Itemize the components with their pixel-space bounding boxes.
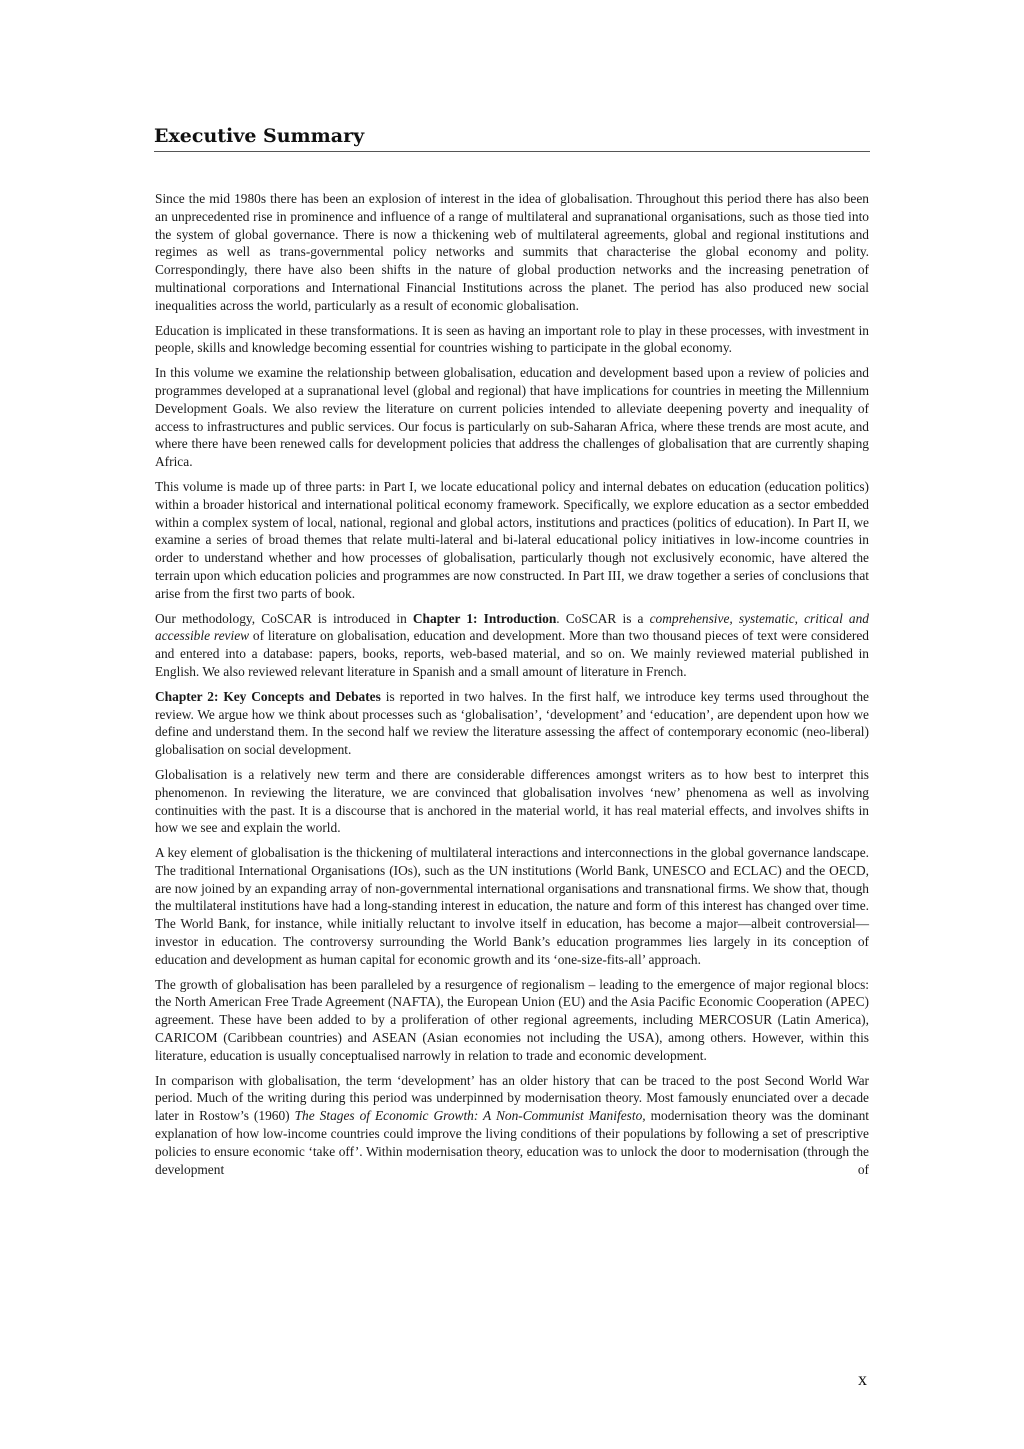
paragraph-development-history [155,1072,869,1179]
text-run: modernisation theory was the dominant explanation of how low-income countries could improve the living conditions of their populations by following a set of prescriptive policies to ensure economic ‘take off’. Within modernisation theory, education was to unlock the door to modernisation (through the development of [155,1108,870,1177]
paragraph-methodology [155,610,869,681]
text-run: of literature on globalisation, education and development. More than two thousand pieces of text were considered and entered into a database: papers, books, reports, web-based material, and so on. We mainly reviewed material published in English. We also reviewed relevant literature in Spanish and a small amount of literature in French. [155,628,869,679]
page-number: x [858,1369,867,1389]
paragraph-globalisation-interest: Since the mid 1980s there has been an explosion of interest in the idea of globalisation. Throughout this period there has also been an unprecedented rise in prominence and influence of a range of multilateral and supranational organisations, such as those tied into the system of global governance. There is now a thickening web of multilateral agreements, global and regional institutions and regimes as well as trans-governmental policy networks and summits that characterise the global economy and polity. Correspondingly, there have also been shifts in the nature of global production networks and the increasing penetration of multinational corporations and International Financial Institutions across the planet. The period has also produced new social inequalities across the world, particularly as a result of economic globalisation. [155,191,869,313]
paragraph-regionalism: The growth of globalisation has been paralleled by a resurgence of regionalism – leading to the emergence of major regional blocs: the North American Free Trade Agreement (NAFTA), the European Union (EU) and the Asia Pacific Economic Cooperation (APEC) agreement. These have been added to by a proliferation of other regional agreements, including MERCOSUR (Latin America), CARICOM (Caribbean countries) and ASEAN (Asian economies not including the USA), among others. However, within this literature, education is usually conceptualised narrowly in relation to trade and economic development. [155,976,869,1063]
page-title: Executive Summary [154,122,870,152]
body-text [155,190,869,1185]
paragraph-chapter-2 [155,688,869,759]
text-run: Our methodology, CoSCAR is introduced in [155,610,413,626]
text-run: is reported in two halves. In the first half, we introduce key terms used throughout the review. We argue how we think about processes such as ‘globalisation’, ‘development’ and ‘education’, are dependent upon how we define and understand them. In the second half we review the literature assessing the affect of contemporary economic (neo-liberal) globalisation on social development. [155,688,869,758]
paragraph-volume-scope: In this volume we examine the relationship between globalisation, education and development based upon a review of policies and programmes developed at a supranational level (global and regional) that have implications for countries in meeting the Millennium Development Goals. We also review the literature on current policies intended to alleviate deepening poverty and inequality of access to infrastructures and public services. Our focus is particularly on sub-Saharan Africa, where these trends are most acute, and where there have been renewed calls for development policies that address the challenges of globalisation that are currently shaping Africa. [155,365,869,470]
paragraph-education-implicated: Education is implicated in these transformations. It is seen as having an important role to play in these processes, with investment in people, skills and knowledge becoming essential for countries wishing to participate in the global economy. [155,322,869,356]
review-definition-emphasis: comprehensive, systematic, critical and accessible review [155,610,869,644]
paragraph-globalisation-term: Globalisation is a relatively new term and there are considerable differences amongst writers as to how best to interpret this phenomenon. In reviewing the literature, we are convinced that globalisation involves ‘new’ phenomena as well as involving continuities with the past. It is a discourse that is anchored in the material world, it has real material effects, and involves shifts in how we see and explain the world. [155,766,869,836]
book-title-citation: The Stages of Economic Growth: A Non-Communist Manifesto, [294,1108,646,1124]
text-run: In comparison with globalisation, the term ‘development’ has an older history that can be traced to the post Second World War period. Much of the writing during this period was underpinned by modernisation theory. Most famously enunciated over a decade later in Rostow’s (1960) [155,1072,869,1124]
paragraph-volume-parts: This volume is made up of three parts: in Part I, we locate educational policy and internal debates on education (education politics) within a broader historical and international political economy framework. Specifically, we explore education as a sector embedded within a complex system of local, national, regional and global actors, institutions and practices (politics of education). In Part II, we examine a series of broad themes that relate multi-lateral and bi-lateral educational policy initiatives in low-income countries in order to understand whether and how processes of globalisation, particularly though not exclusively economic, have altered the terrain upon which education policies and programmes are now constructed. In Part III, we draw together a series of conclusions that arise from the first two parts of book. [155,478,869,601]
chapter-1-reference: Chapter 1: Introduction [412,610,557,626]
chapter-2-reference: Chapter 2: Key Concepts and Debates [155,688,381,704]
paragraph-global-governance: A key element of globalisation is the thickening of multilateral interactions and interconnections in the global governance landscape. The traditional International Organisations (IOs), such as the UN institutions (World Bank, UNESCO and ECLAC) and the OECD, are now joined by an expanding array of non-governmental international organisations and transnational firms. We show that, though the multilateral institutions have had a long-standing interest in education, the nature and form of this interest has changed over time. The World Bank, for instance, while initially reluctant to involve itself in education, has become a major—albeit controversial—investor in education. The controversy surrounding the World Bank’s education programmes lies largely in its conception of education and development as human capital for economic growth and its ‘one-size-fits-all’ approach. [155,845,869,967]
text-run: . CoSCAR is a [556,610,650,626]
